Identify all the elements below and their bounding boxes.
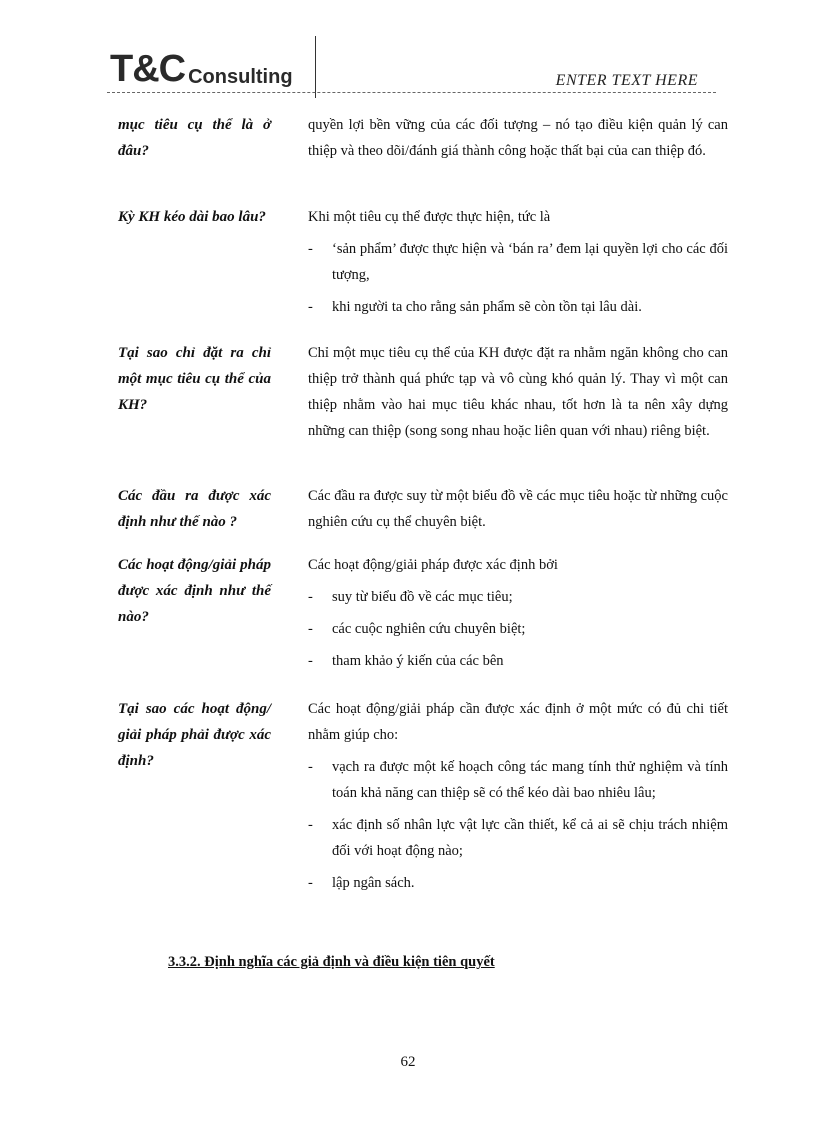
bullet-dash: - [308,299,313,315]
company-logo [110,44,293,88]
answer-text [308,204,728,320]
answer-intro: Khi một tiêu cụ thể được thực hiện, tức là [308,209,551,225]
header-divider-vertical [315,36,316,98]
bullet-text: tham khảo ý kiến của các bên [332,653,504,669]
answer-text [308,112,728,164]
answer-text [308,552,728,674]
answer-intro: Các đầu ra được suy từ một biểu đồ về các mục tiêu hoặc từ những cuộc nghiên cứu cụ thể chuyên biệt. [308,488,728,530]
bullet-text: lập ngân sách. [332,875,415,891]
question-label: Tại sao chỉ đặt ra chỉ một mục tiêu cụ thể của KH? [118,345,271,413]
bullet-dash: - [308,759,313,775]
answer-intro: quyền lợi bền vững của các đối tượng – nó tạo điều kiện quản lý can thiệp và theo dõi/đánh giá thành công hoặc thất bại của can thiệp đó. [308,117,728,159]
bullet-text: xác định số nhân lực vật lực cần thiết, kể cả ai sẽ chịu trách nhiệm đối với hoạt động nào; [332,817,728,859]
answer-intro: Chỉ một mục tiêu cụ thể của KH được đặt ra nhằm ngăn không cho can thiệp trở thành quá phức tạp và vô cùng khó quản lý. Thay vì một can thiệp nhằm vào hai mục tiêu khác nhau, tốt hơn là ta nên xây dựng những can thiệp (song song nhau hoặc liên quan với nhau) riêng biệt. [308,345,728,439]
answer-intro: Các hoạt động/giải pháp được xác định bởi [308,557,558,573]
logo-tc: T&C [110,48,186,90]
bullet-text: khi người ta cho rằng sản phẩm sẽ còn tồn tại lâu dài. [332,299,642,315]
bullet-dash: - [308,621,313,637]
header-right-text: ENTER TEXT HERE [555,72,698,89]
bullet-dash: - [308,241,313,257]
bullet-item [308,648,728,674]
bullet-text: các cuộc nghiên cứu chuyên biệt; [332,621,526,637]
bullet-text: suy từ biểu đồ về các mục tiêu; [332,589,513,605]
bullet-dash: - [308,875,313,891]
answer-text [308,696,728,896]
bullet-item [308,754,728,806]
question-label: Các hoạt động/giải pháp được xác định như thế nào? [118,557,271,625]
bullet-item [308,236,728,288]
answer-text [308,340,728,444]
bullet-item [308,294,728,320]
header-dashed-rule [107,92,716,93]
bullet-dash: - [308,589,313,605]
question-label: Tại sao các hoạt động/ giải pháp phải được xác định? [118,701,271,769]
bullet-dash: - [308,817,313,833]
section-heading: 3.3.2. Định nghĩa các giả định và điều kiện tiên quyết [168,954,495,970]
question-label: Kỳ KH kéo dài bao lâu? [118,209,266,225]
logo-consulting: Consulting [188,66,293,88]
question-label: Các đầu ra được xác định như thế nào ? [118,488,271,530]
bullet-text: vạch ra được một kế hoạch công tác mang tính thử nghiệm và tính toán khả năng can thiệp sẽ có thể kéo dài bao nhiêu lâu; [332,759,728,801]
page-number: 62 [400,1054,416,1070]
answer-intro: Các hoạt động/giải pháp cần được xác định ở một mức có đủ chi tiết nhằm giúp cho: [308,701,728,743]
bullet-dash: - [308,653,313,669]
bullet-item [308,812,728,864]
bullet-item [308,584,728,610]
question-label: mục tiêu cụ thể là ở đâu? [118,117,271,159]
answer-text [308,483,728,535]
bullet-item [308,870,728,896]
bullet-item [308,616,728,642]
bullet-text: ‘sản phẩm’ được thực hiện và ‘bán ra’ đem lại quyền lợi cho các đối tượng, [332,241,728,283]
